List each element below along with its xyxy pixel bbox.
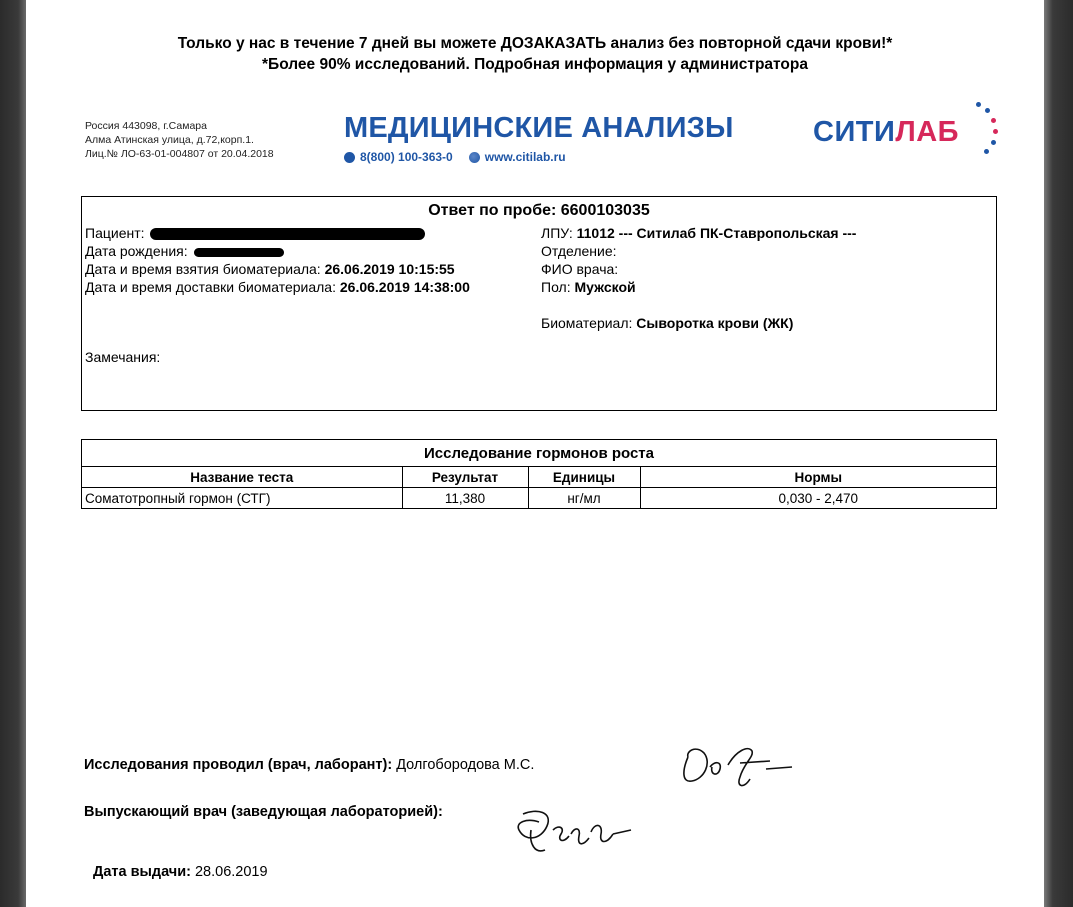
address-line-1: Россия 443098, г.Самара [85,120,207,132]
results-section-title: Исследование гормонов роста [82,440,996,467]
table-row [82,488,996,509]
doctor-field: ФИО врача: [541,261,619,277]
viewer-frame-right [1044,0,1073,907]
promo-line-2: *Более 90% исследований. Подробная информация у администратора [262,56,808,73]
delivered-field: Дата и время доставки биоматериала: 26.06.2019 14:38:00 [85,279,470,295]
redacted-patient-name [150,228,425,240]
promo-line-1: Только у нас в течение 7 дней вы можете ДОЗАКАЗАТЬ анализ без повторной сдачи крови!* [177,35,893,52]
phone-icon [344,152,355,163]
test-name-cell: Соматотропный гормон (СТГ) [82,488,402,509]
sample-title: Ответ по пробе: 6600103035 [428,202,650,219]
results-header-row [82,467,996,488]
logo-dots-icon [974,102,1004,162]
redacted-birth-date [194,248,284,257]
results-box [81,439,997,509]
column-header-norms: Нормы [640,467,996,488]
dob-field: Дата рождения: [85,243,284,259]
taken-field: Дата и время взятия биоматериала: 26.06.2019 10:15:55 [85,261,455,277]
sex-field: Пол: Мужской [541,279,636,295]
brand-title: МЕДИЦИНСКИЕ АНАЛИЗЫ [344,112,734,144]
department-field: Отделение: [541,243,617,259]
lab-address [85,119,274,161]
column-header-result: Результат [402,467,528,488]
column-header-test: Название теста [82,467,402,488]
releasing-doctor-line: Выпускающий врач (заведующая лабораторией): [84,804,443,820]
brand-contacts [344,150,566,164]
remarks-field: Замечания: [85,349,161,365]
signature-1-image [674,733,814,793]
column-header-units: Единицы [528,467,640,488]
result-cell: 11,380 [402,488,528,509]
license-line: Лиц.№ ЛО-63-01-004807 от 20.04.2018 [85,148,274,160]
biomaterial-field: Биоматериал: Сыворотка крови (ЖК) [541,315,794,331]
patient-field: Пациент: [85,225,425,241]
results-table [82,467,996,508]
sample-info-box [81,196,997,411]
lpu-field: ЛПУ: 11012 --- Ситилаб ПК-Ставропольская --- [541,225,857,241]
phone-number: 8(800) 100-363-0 [360,150,453,164]
website-link: www.citilab.ru [484,150,566,164]
issue-date-line: Дата выдачи: 28.06.2019 [93,864,268,880]
citilab-logo: СИТИЛАБ [813,116,959,148]
document-page [26,0,1044,907]
norms-cell: 0,030 - 2,470 [778,490,859,506]
signature-2-image [509,800,639,860]
units-cell: нг/мл [528,488,640,509]
viewer-frame-left [0,0,26,907]
globe-icon [469,152,480,163]
address-line-2: Алма Атинская улица, д.72,корп.1. [85,134,254,146]
conducted-by-line: Исследования проводил (врач, лаборант): Долгобородова М.С. [84,757,535,773]
